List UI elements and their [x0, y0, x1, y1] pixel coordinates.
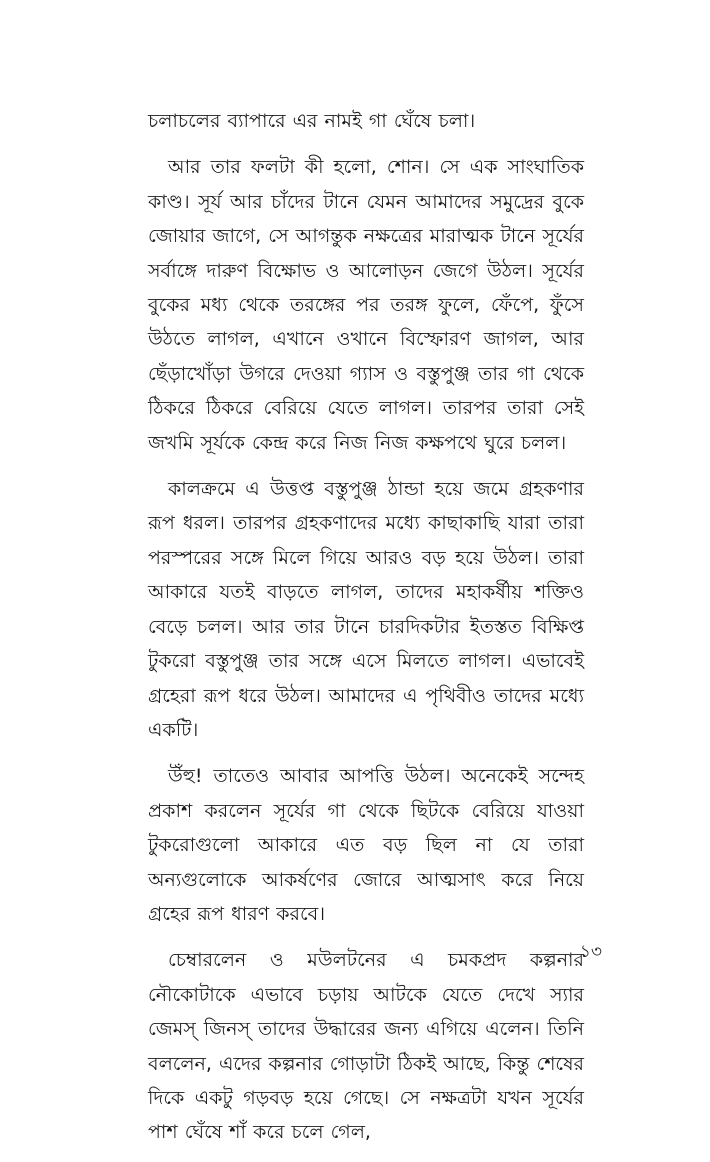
paragraph: কালক্রমে এ উত্তপ্ত বস্তুপুঞ্জ ঠান্ডা হয়ে জমে গ্রহকণার রূপ ধরল। তারপর গ্রহকণাদের মধ্যে কাছাকাছি যারা তারা পরস্পরের সঙ্গে মিলে গিয়ে আরও বড় হয়ে উঠল। তারা আকারে যতই বাড়তে লাগল, তাদের মহাকর্ষীয় শক্তিও বেড়ে চলল। আর তার টানে চারদিকটার ইতস্তত বিক্ষিপ্ত টুকরো বস্তুপুঞ্জ তার সঙ্গে এসে মিলতে লাগল। এভাবেই গ্রহেরা রূপ ধরে উঠল। আমাদের এ পৃথিবীও তাদের মধ্যে একটি। [148, 478, 584, 741]
paragraph-continuation: চলাচলের ব্যাপারে এর নামই গা ঘেঁষে চলা। [148, 110, 476, 132]
page-number: ১৩ [579, 942, 602, 962]
paragraph: আর তার ফলটা কী হলো, শোন। সে এক সাংঘাতিক কাণ্ড। সূর্য আর চাঁদের টানে যেমন আমাদের সমুদ্রের বুকে জোয়ার জাগে, সে আগন্তুক নক্ষত্রের মারাত্মক টানে সূর্যের সর্বাঙ্গে দারুণ বিক্ষোভ ও আলোড়ন জেগে উঠল। সূর্যের বুকের মধ্য থেকে তরঙ্গের পর তরঙ্গ ফুলে, ফেঁপে, ফুঁসে উঠতে লাগল, এখানে ওখানে বিস্ফোরণ জাগল, আর ছেঁড়াখোঁড়া উগরে দেওয়া গ্যাস ও বস্তুপুঞ্জ তার গা থেকে ঠিকরে ঠিকরে বেরিয়ে যেতে লাগল। তারপর তারা সেই জখমি সূর্যকে কেন্দ্র করে নিজ নিজ কক্ষপথে ঘুরে চলল। [148, 156, 584, 454]
paragraph: উঁহু! তাতেও আবার আপত্তি উঠল। অনেকেই সন্দেহ প্রকাশ করলেন সূর্যের গা থেকে ছিটকে বেরিয়ে যাওয়া টুকরোগুলো আকারে এত বড় ছিল না যে তারা অন্যগুলোকে আকর্ষণের জোরে আত্মসাৎ করে নিয়ে গ্রহের রূপ ধারণ করবে। [148, 765, 584, 925]
body-text [148, 104, 584, 1162]
paragraph: চেম্বারলেন ও মউলটনের এ চমকপ্রদ কল্পনার নৌকোটাকে এভাবে চড়ায় আটকে যেতে দেখে স্যার জেমস্ জিনস্ তাদের উদ্ধারের জন্য এগিয়ে এলেন। তিনি বললেন, এদের কল্পনার গোড়াটা ঠিকই আছে, কিন্তু শেষের দিকে একটু গড়বড় হয়ে গেছে। সে নক্ষত্রটা যখন সূর্যের পাশ ঘেঁষে শাঁ করে চলে গেল, [148, 949, 584, 1144]
